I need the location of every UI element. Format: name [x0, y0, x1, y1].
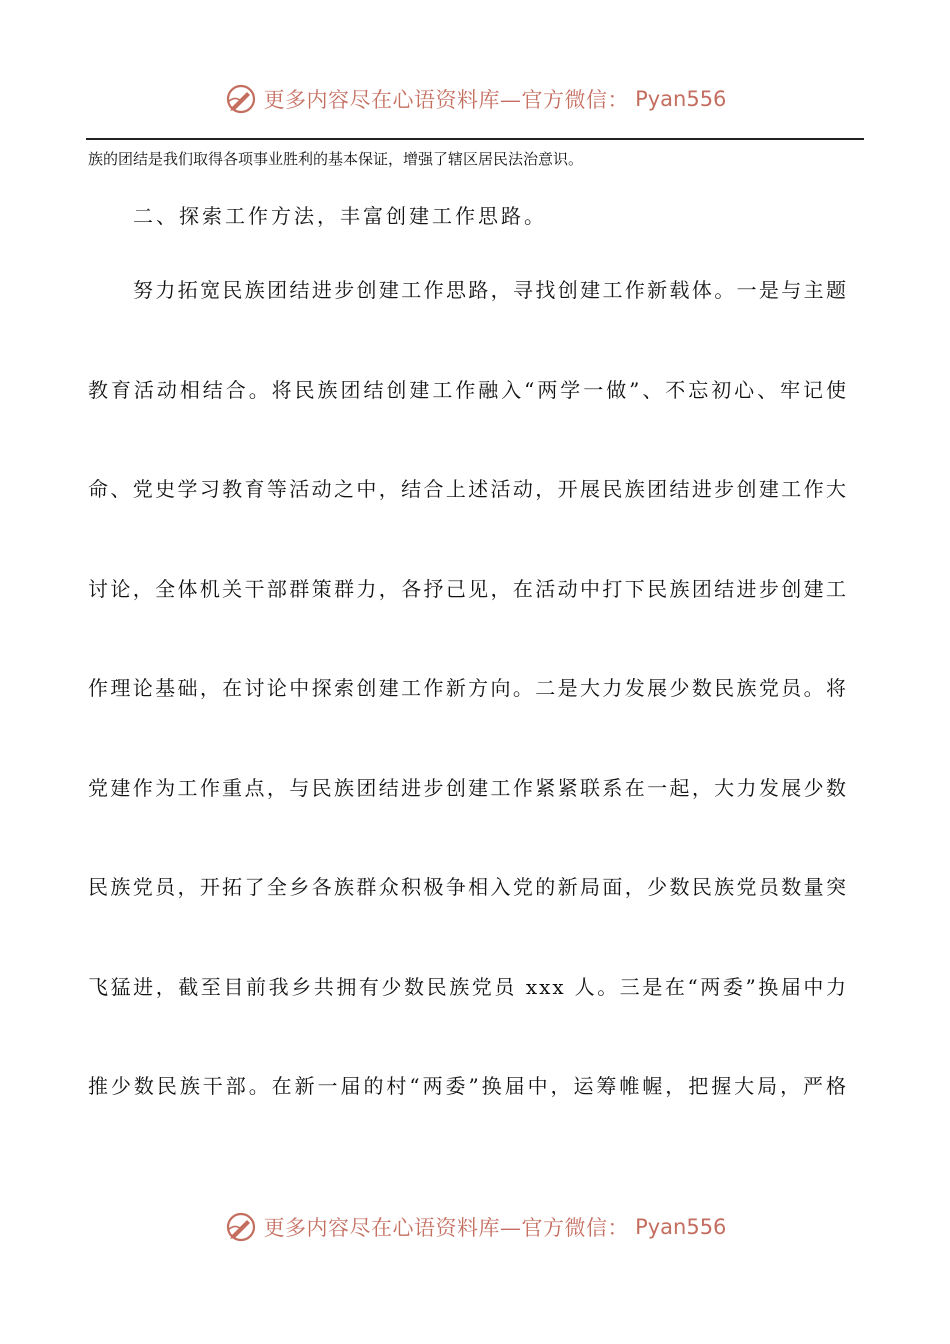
body-paragraph — [88, 272, 848, 1168]
pen-logo-icon — [224, 82, 258, 116]
body-line: 党建作为工作重点，与民族团结进步创建工作紧紧联系在一起，大力发展少数 — [88, 775, 848, 800]
body-line: 飞猛进，截至目前我乡共拥有少数民族党员 xxx 人。三是在“两委”换届中力 — [88, 974, 848, 999]
watermark-text: 更多内容尽在心语资料库—官方微信： — [263, 88, 630, 112]
header-watermark — [0, 82, 950, 116]
watermark-handle: Pyan556 — [635, 1215, 727, 1239]
footer-watermark — [0, 1210, 950, 1244]
body-line: 教育活动相结合。将民族团结创建工作融入“两学一做”、不忘初心、牢记使 — [88, 377, 848, 402]
body-line: 命、党史学习教育等活动之中，结合上述活动，开展民族团结进步创建工作大 — [88, 477, 848, 501]
body-line: 民族党员，开拓了全乡各族群众积极争相入党的新局面，少数民族党员数量突 — [88, 875, 848, 899]
body-line: 推少数民族干部。在新一届的村“两委”换届中，运筹帷幄，把握大局，严格 — [88, 1074, 848, 1098]
watermark-handle: Pyan556 — [635, 87, 727, 111]
watermark-text: 更多内容尽在心语资料库—官方微信： — [263, 1216, 630, 1240]
pen-logo-icon — [224, 1210, 258, 1244]
body-line: 努力拓宽民族团结进步创建工作思路，寻找创建工作新载体。一是与主题 — [133, 278, 848, 302]
carryover-line: 族的团结是我们取得各项事业胜利的基本保证，增强了辖区居民法治意识。 — [88, 150, 584, 168]
body-line: 作理论基础，在讨论中探索创建工作新方向。二是大力发展少数民族党员。将 — [88, 676, 848, 700]
header-divider — [86, 138, 864, 140]
section-heading: 二、探索工作方法，丰富创建工作思路。 — [133, 204, 547, 228]
body-line: 讨论，全体机关干部群策群力，各抒己见，在活动中打下民族团结进步创建工 — [88, 576, 848, 601]
